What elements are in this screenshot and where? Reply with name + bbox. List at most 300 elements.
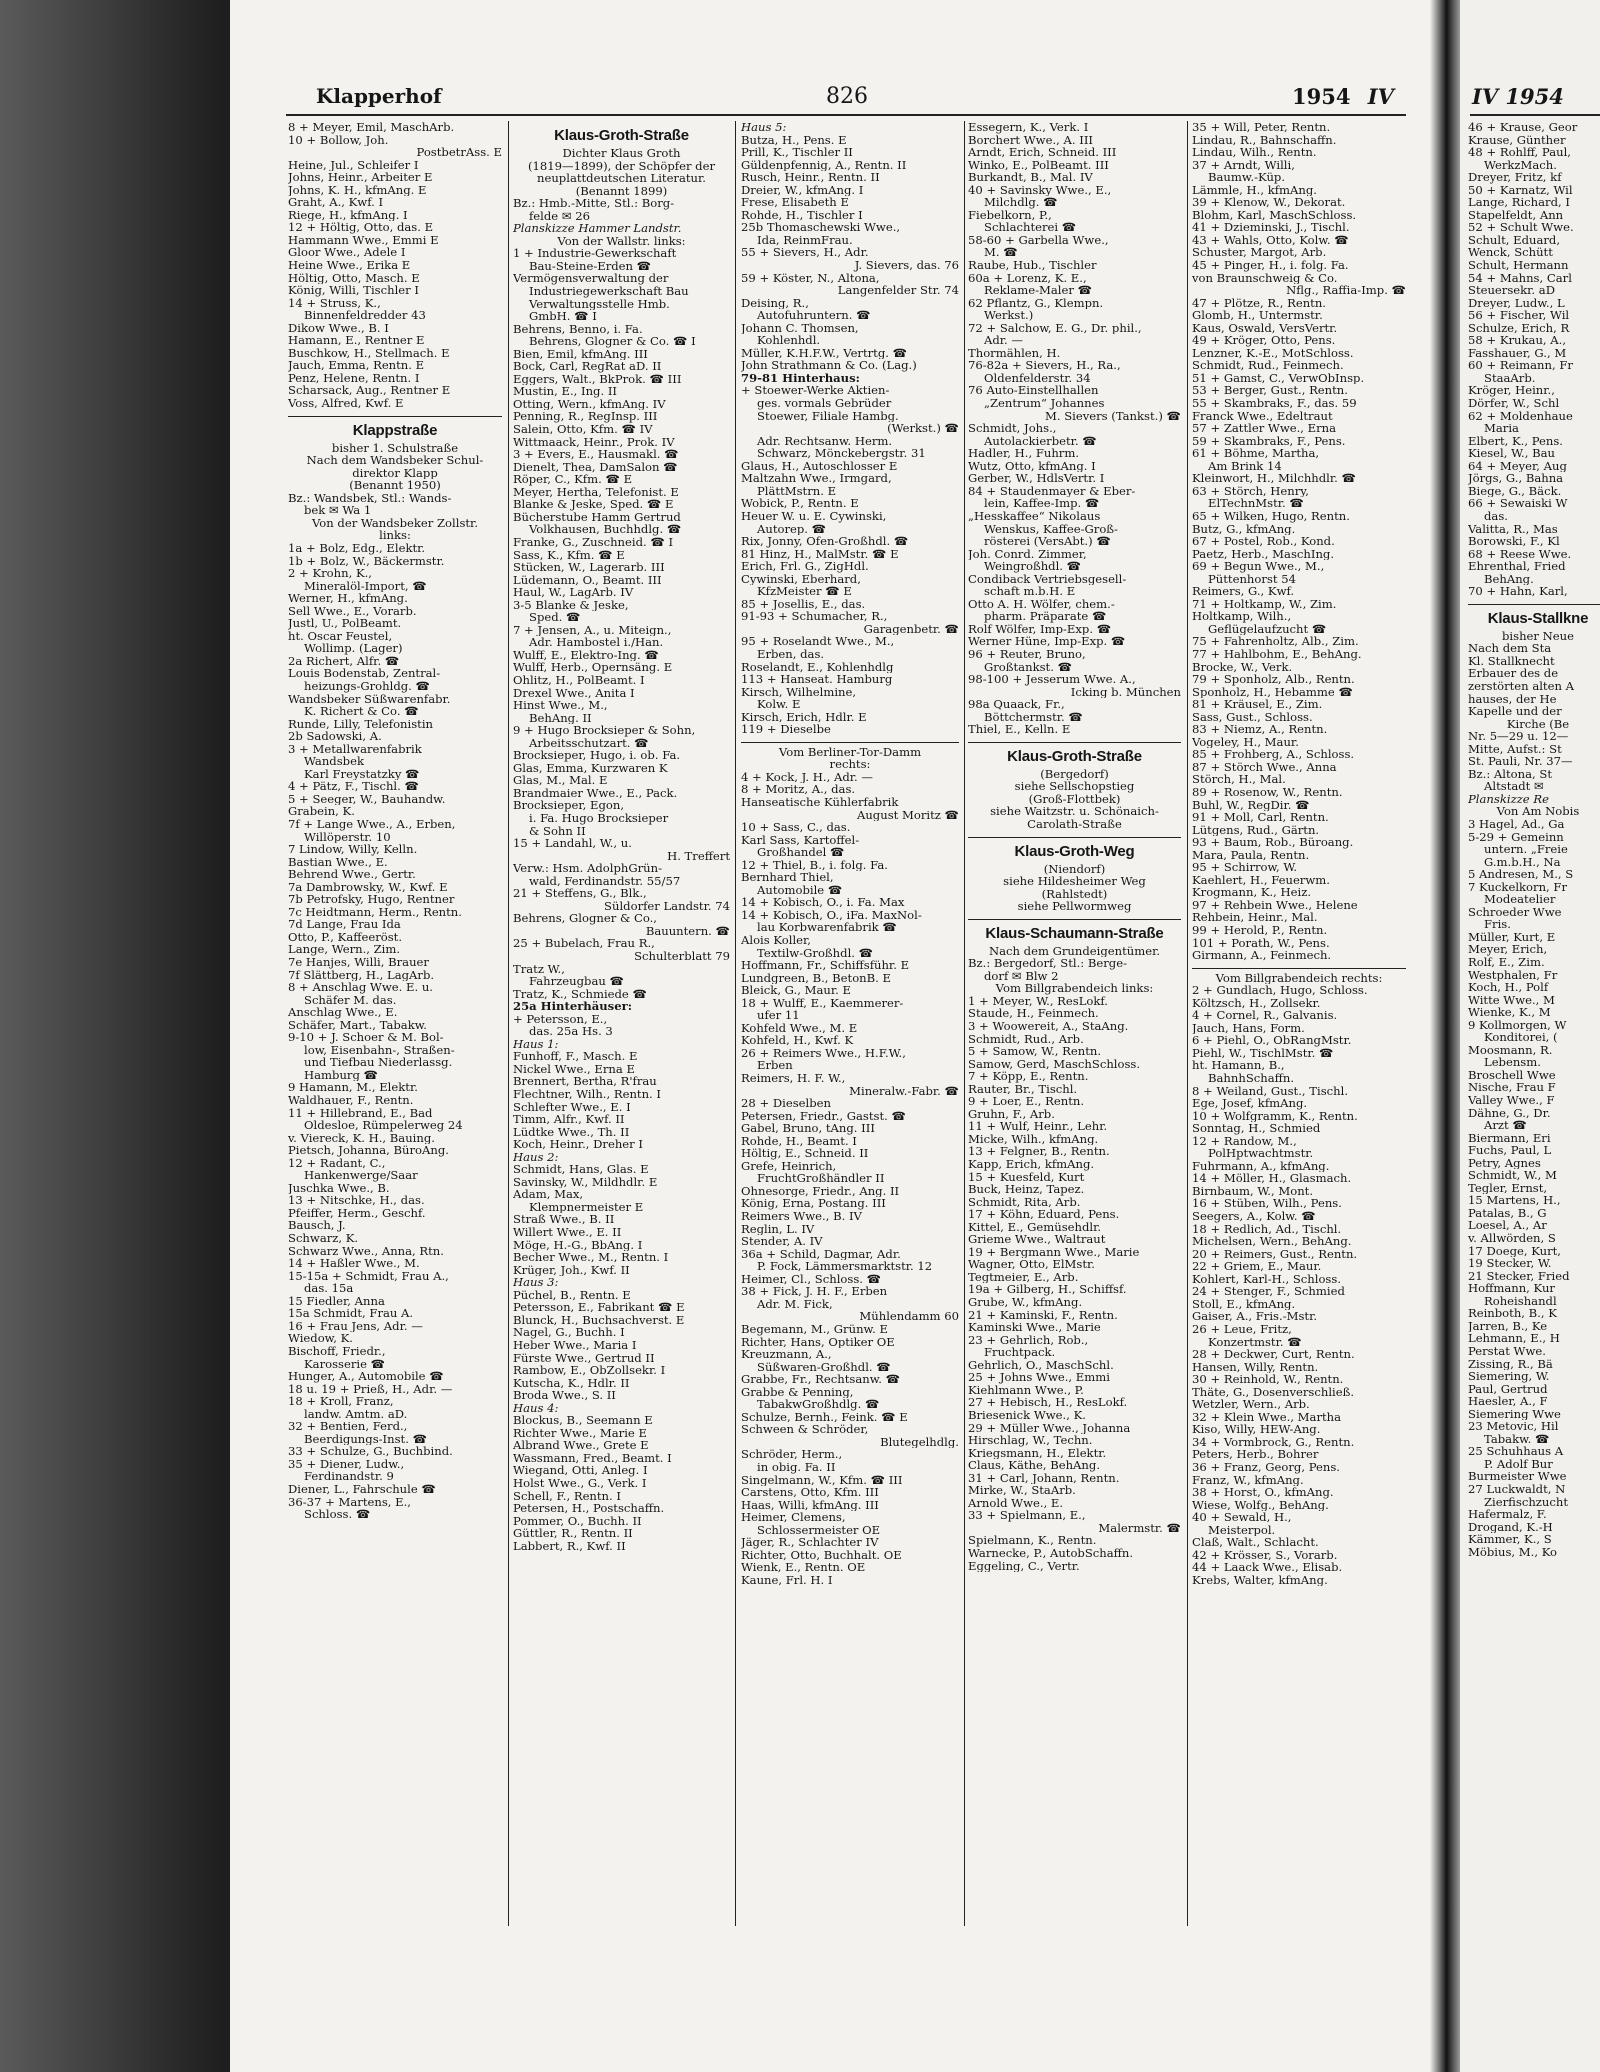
directory-entry: Karl Sass, Kartoffel- <box>741 833 860 847</box>
directory-entry: Meyer, Hertha, Telefonist. E <box>513 485 679 499</box>
directory-entry: 21 + Steffens, G., Blk., <box>513 887 647 900</box>
directory-entry: landw. Amtm. aD. <box>304 1407 408 1421</box>
directory-entry: Schell, F., Rentn. I <box>513 1489 621 1503</box>
directory-entry: Dreier, W., kfmAng. I <box>741 183 864 197</box>
directory-entry: 8 + Anschlag Wwe. E. u. <box>288 981 433 994</box>
directory-entry: John Strathmann & Co. (Lag.) <box>741 359 917 372</box>
directory-entry: Perstat Wwe. <box>1468 1344 1546 1358</box>
directory-entry: Grieme Wwe., Waltraut <box>968 1233 1106 1246</box>
directory-entry: Funhoff, F., Masch. E <box>513 1050 638 1063</box>
directory-entry: Witte Wwe., M <box>1468 993 1555 1007</box>
directory-entry: Werner, H., kfmAng. <box>288 592 408 605</box>
directory-entry: Heber Wwe., Maria I <box>513 1338 637 1352</box>
directory-entry: Röper, C., Kfm. ☎ E <box>513 473 633 486</box>
directory-entry: Voss, Alfred, Kwf. E <box>288 397 404 410</box>
directory-entry: 40 + Savinsky Wwe., E., <box>968 183 1112 197</box>
directory-entry: 15-15a + Schmidt, Frau A., <box>288 1269 449 1283</box>
directory-entry: Samow, Gerd, MaschSchloss. <box>968 1057 1141 1071</box>
directory-entry: 55 + Skambraks, F., das. 59 <box>1192 397 1357 410</box>
directory-entry: Flechtner, Wilh., Rentn. I <box>513 1088 661 1101</box>
directory-entry: Penz, Helene, Rentn. I <box>288 371 420 385</box>
directory-entry: Behrens, Glogner & Co., <box>513 912 657 925</box>
directory-entry: 40 + Sewald, H., <box>1192 1511 1292 1524</box>
directory-entry: neuplattdeutschen Literatur. <box>537 172 706 185</box>
directory-entry: Krogmann, K., Heiz. <box>1192 886 1312 899</box>
directory-entry: Milchdlg. ☎ <box>984 196 1058 209</box>
directory-entry: Fahrzeugbau ☎ <box>529 975 624 988</box>
directory-entry: Meisterpol. <box>1208 1523 1276 1537</box>
directory-entry: ElTechnMstr. ☎ <box>1208 497 1304 510</box>
directory-entry: 72 + Salchow, E. G., Dr. phil., <box>968 321 1142 335</box>
directory-entry: Modeatelier <box>1484 893 1556 906</box>
directory-entry: Petersson, E., Fabrikant ☎ E <box>513 1301 685 1314</box>
directory-entry: Heine, Jul., Schleifer I <box>288 158 419 172</box>
directory-entry: Möge, H.-G., BbAng. I <box>513 1238 643 1252</box>
directory-entry: Glaus, H., Autoschlosser E <box>741 459 898 473</box>
directory-entry: Waldhauer, F., Rentn. <box>288 1094 414 1107</box>
directory-entry: 79 + Sponholz, Alb., Rentn. <box>1192 673 1355 686</box>
directory-entry: Haus 4: <box>513 1401 559 1415</box>
directory-entry: Lämmle, H., kfmAng. <box>1192 183 1317 197</box>
directory-entry: Kiehlmann Wwe., P. <box>968 1383 1084 1397</box>
directory-entry: Ferdinandstr. 9 <box>304 1470 394 1483</box>
directory-entry: Jörgs, G., Bahna <box>1468 472 1564 485</box>
directory-entry: Kohfeld Wwe., M. E <box>741 1021 858 1035</box>
directory-entry: 54 + Mahns, Carl <box>1468 271 1572 285</box>
directory-entry: Piehl, W., TischlMstr. ☎ <box>1192 1046 1334 1060</box>
directory-entry: Am Brink 14 <box>1208 459 1282 473</box>
directory-entry: Kaune, Frl. H. I <box>741 1573 833 1587</box>
directory-entry: (Werkst.) ☎ <box>887 422 959 435</box>
directory-entry: Butz, G., kfmAng. <box>1192 522 1296 536</box>
directory-entry: Hunger, A., Automobile ☎ <box>288 1370 444 1383</box>
directory-entry: 29 + Müller Wwe., Johanna <box>968 1421 1131 1435</box>
directory-entry: 42 + Krösser, S., Vorarb. <box>1192 1548 1338 1562</box>
directory-entry: GmbH. ☎ I <box>529 310 597 323</box>
directory-entry: Justl, U., PolBeamt. <box>288 617 402 630</box>
directory-entry: links: <box>379 529 411 542</box>
directory-entry: das. 25a Hs. 3 <box>529 1025 613 1038</box>
directory-entry: Adr. — <box>984 334 1024 347</box>
directory-entry: Tratz W., <box>513 962 565 976</box>
directory-entry: Reimers Wwe., B. IV <box>741 1210 862 1223</box>
directory-entry: Brennert, Bertha, R'frau <box>513 1075 657 1089</box>
directory-entry: König, Willi, Tischler I <box>288 284 419 297</box>
directory-entry: Nische, Frau F <box>1468 1081 1556 1095</box>
directory-entry: Garagenbetr. ☎ <box>863 622 959 636</box>
directory-entry: 49 + Kröger, Otto, Pens. <box>1192 334 1336 347</box>
directory-entry: Böttchermstr. ☎ <box>984 710 1083 724</box>
directory-entry: Gerber, W., HdlsVertr. I <box>968 472 1105 485</box>
left-page-edge <box>0 0 230 2072</box>
directory-entry: Stoll, E., kfmAng. <box>1192 1297 1296 1311</box>
directory-entry: 18 u. 19 + Prieß, H., Adr. — <box>288 1382 453 1396</box>
directory-entry: 65 + Wilken, Hugo, Rentn. <box>1192 509 1350 523</box>
directory-entry: Güldenpfennig, A., Rentn. II <box>741 158 907 172</box>
directory-entry: Brocksieper, Egon, <box>513 799 625 812</box>
directory-entry: 10 + Sass, C., das. <box>741 821 851 834</box>
running-header-year-volume <box>1292 84 1394 109</box>
directory-entry: Fris. <box>1484 918 1511 931</box>
directory-entry: G.m.b.H., Na <box>1484 855 1561 869</box>
directory-entry: schaft m.b.H. E <box>984 585 1076 598</box>
directory-entry: 60a + Lorenz, K. E., <box>968 271 1087 285</box>
directory-entry: Holtkamp, Wilh., <box>1192 610 1292 623</box>
directory-entry: Altstadt ✉ <box>1484 780 1544 793</box>
directory-entry: Dienelt, Thea, DamSalon ☎ <box>513 460 678 474</box>
directory-entry: Grabbe, Fr., Rechtsanw. ☎ <box>741 1373 901 1386</box>
directory-entry: wald, Ferdinandstr. 55/57 <box>529 874 681 888</box>
directory-entry: 33 + Schulze, G., Buchbind. <box>288 1445 453 1458</box>
directory-entry: Stapelfeldt, Ann <box>1468 208 1564 222</box>
directory-entry: Dähne, G., Dr. <box>1468 1106 1551 1120</box>
directory-entry: 56 + Fischer, Wil <box>1468 309 1570 322</box>
directory-entry: Krüger, Joh., Kwf. II <box>513 1263 630 1277</box>
directory-entry: Oldenfelderstr. 34 <box>984 371 1091 385</box>
directory-entry: J. Sievers, das. 76 <box>854 259 959 272</box>
column-1 <box>288 121 502 2001</box>
directory-entry: Schulze, Bernh., Feink. ☎ E <box>741 1410 908 1424</box>
directory-entry: 101 + Porath, W., Pens. <box>1192 936 1330 950</box>
directory-entry: Lütgens, Rud., Gärtn. <box>1192 823 1320 837</box>
directory-entry: Reinboth, B., K <box>1468 1307 1557 1320</box>
directory-entry: Kapelle und der <box>1468 705 1562 718</box>
directory-entry: BahnhSchaffn. <box>1208 1072 1295 1085</box>
directory-entry: 83 + Niemz, A., Rentn. <box>1192 723 1328 736</box>
directory-entry: Nflg., Raffia-Imp. ☎ <box>1286 284 1406 297</box>
directory-entry: Kämmer, K., S <box>1468 1533 1552 1546</box>
directory-entry: Biermann, Eri <box>1468 1131 1551 1145</box>
directory-entry: Briesenick Wwe., K. <box>968 1408 1086 1422</box>
directory-entry: 113 + Hanseat. Hamburg <box>741 673 893 686</box>
directory-entry: Kapp, Erich, kfmAng. <box>968 1158 1095 1171</box>
directory-entry: Werner Hüne, Imp-Exp. ☎ <box>968 635 1126 648</box>
directory-entry: Schroeder Wwe <box>1468 905 1562 919</box>
directory-entry: 8 + Weiland, Gust., Tischl. <box>1192 1084 1349 1098</box>
directory-entry: 2a Richert, Alfr. ☎ <box>288 654 400 668</box>
directory-entry: siehe Sellschopstieg <box>1014 780 1135 793</box>
street-heading: Klaus-Schaumann-Straße <box>968 919 1181 945</box>
directory-entry: Riege, H., kfmAng. I <box>288 208 408 222</box>
directory-entry: Wulff, Herb., Opernsäng. E <box>513 661 673 674</box>
directory-entry: das. 15a <box>304 1282 354 1295</box>
directory-entry: Müller, Kurt, E <box>1468 930 1556 944</box>
directory-entry: Schmidt, W., M <box>1468 1169 1557 1182</box>
directory-entry: Otto, P., Kaffeeröst. <box>288 930 403 944</box>
directory-entry: Gabel, Bruno, tAng. III <box>741 1122 875 1135</box>
directory-entry: 25a Hinterhäuser: <box>513 1000 632 1013</box>
directory-entry: Arndt, Erich, Schneid. III <box>968 146 1117 159</box>
directory-entry: Adr. Rechtsanw. Herm. <box>757 434 893 448</box>
directory-entry: 85 + Frohberg, A., Schloss. <box>1192 748 1355 761</box>
directory-entry: Broda Wwe., S. II <box>513 1389 616 1402</box>
directory-entry: P. Adolf Bur <box>1484 1457 1553 1471</box>
directory-entry: Arzt ☎ <box>1484 1119 1527 1132</box>
column-divider <box>735 121 736 1926</box>
directory-entry: Lenzner, K.-E., MotSchloss. <box>1192 346 1354 360</box>
directory-entry: Blockus, B., Seemann E <box>513 1414 653 1427</box>
directory-entry: Hoffmann, Fr., Schiffsführ. E <box>741 959 910 972</box>
directory-entry: Petry, Agnes <box>1468 1156 1541 1170</box>
directory-entry: Sponholz, H., Hebamme ☎ <box>1192 685 1353 699</box>
directory-entry: Sell Wwe., E., Vorarb. <box>288 604 417 618</box>
directory-entry: Gloor Wwe., Adele I <box>288 246 406 260</box>
directory-entry: Timm, Alfr., Kwf. II <box>513 1113 625 1126</box>
directory-entry: Mara, Paula, Rentn. <box>1192 848 1310 862</box>
directory-entry: + Stoewer-Werke Aktien- <box>741 384 890 398</box>
directory-entry: Grabein, K. <box>288 805 355 818</box>
directory-entry: Bleick, G., Maur. E <box>741 984 851 997</box>
directory-entry: von Braunschweig & Co. <box>1192 271 1338 285</box>
directory-entry: Oldesloe, Rümpelerweg 24 <box>304 1119 463 1132</box>
directory-entry: Wiese, Wolfg., BehAng. <box>1192 1498 1329 1512</box>
directory-entry: Thiel, E., Kelln. E <box>968 723 1071 736</box>
directory-entry: Malermstr. ☎ <box>1098 1521 1181 1535</box>
directory-entry: Heine Wwe., Erika E <box>288 259 411 272</box>
directory-entry: (1819—1899), der Schöpfer der <box>527 159 716 173</box>
directory-entry: Siemering, W. <box>1468 1370 1550 1383</box>
directory-entry: PlättMstrn. E <box>757 484 837 498</box>
directory-entry: 4 + Kock, J. H., Adr. — <box>741 770 873 784</box>
directory-entry: Prill, K., Tischler II <box>741 146 853 159</box>
directory-entry: Schlefter Wwe., E. I <box>513 1100 631 1114</box>
directory-entry: „Zentrum“ Johannes <box>984 397 1105 410</box>
directory-entry: PostbetrAss. E <box>416 146 502 159</box>
right-page-header: IV 1954 <box>1472 84 1564 109</box>
directory-entry: Johann C. Thomsen, <box>741 321 859 335</box>
directory-entry: Raube, Hub., Tischler <box>968 259 1097 272</box>
directory-entry: Konditorei, ( <box>1484 1031 1558 1044</box>
directory-entry: Wandsbek <box>304 755 364 768</box>
directory-entry: Schmidt, Rita, Arb. <box>968 1195 1081 1209</box>
directory-entry: 38 + Fick, J. H. F., Erben <box>741 1285 888 1298</box>
directory-entry: Willert Wwe., E. II <box>513 1226 622 1239</box>
directory-entry: Wienk, E., Rentn. OE <box>741 1561 866 1574</box>
directory-entry: Mineralöl-Import, ☎ <box>304 579 427 593</box>
directory-entry: 76 Auto-Einstellhallen <box>968 384 1099 398</box>
directory-entry: 15 + Kuesfeld, Kurt <box>968 1170 1085 1184</box>
directory-entry: Sass, Gust., Schloss. <box>1192 710 1313 724</box>
directory-entry: 7e Hanjes, Willi, Brauer <box>288 956 429 969</box>
directory-entry: Lange, Wern., Zim. <box>288 943 401 956</box>
directory-entry: (Bergedorf) <box>1040 767 1109 781</box>
directory-entry: Beerdigungs-Inst. ☎ <box>304 1432 428 1446</box>
directory-entry: Blunck, H., Buchsachverst. E <box>513 1313 685 1327</box>
directory-entry: 1a + Bolz, Edg., Elektr. <box>288 541 426 555</box>
directory-entry: Kaehlert, H., Feuerwm. <box>1192 873 1330 887</box>
street-heading: Klappstraße <box>288 416 502 442</box>
directory-entry: Lebensm. <box>1484 1056 1541 1069</box>
directory-entry: Nach dem Grundeigentümer. <box>988 944 1161 958</box>
directory-entry: dorf ✉ Blw 2 <box>984 969 1059 983</box>
directory-entry: Bücherstube Hamm Gertrud <box>513 510 681 524</box>
directory-entry: Hadler, H., Fuhrm. <box>968 447 1080 460</box>
directory-entry: 71 + Holtkamp, W., Zim. <box>1192 597 1337 611</box>
directory-entry: siehe Hildesheimer Weg <box>1003 875 1146 888</box>
directory-entry: lau Korbwarenfabrik ☎ <box>757 921 897 934</box>
directory-entry: P. Fock, Lämmersmarktstr. 12 <box>757 1260 933 1273</box>
directory-entry: Schäfer, Mart., Tabakw. <box>288 1018 427 1032</box>
directory-entry: Hansen, Willy, Rentn. <box>1192 1360 1319 1374</box>
directory-entry: Autolackierbetr. ☎ <box>984 434 1097 448</box>
directory-entry: Pietsch, Johanna, BüroAng. <box>288 1144 449 1157</box>
directory-entry: 98-100 + Jesserum Wwe. A., <box>968 673 1136 686</box>
directory-entry: Hirschlag, W., Techn. <box>968 1434 1093 1447</box>
right-header-rule <box>1470 114 1600 116</box>
directory-entry: Begemann, M., Grünw. E <box>741 1322 888 1336</box>
directory-entry: Drogand, K.-H <box>1468 1520 1553 1534</box>
directory-entry: Karl Freystatzky ☎ <box>304 767 420 781</box>
directory-entry: direktor Klapp <box>352 466 438 480</box>
directory-entry: 3 + Woowereit, A., StaAng. <box>968 1020 1129 1033</box>
directory-entry: 17 Doege, Kurt, <box>1468 1244 1561 1258</box>
directory-entry: Volkhausen, Buchhdlg. ☎ <box>529 523 682 536</box>
directory-entry: Sonntag, H., Schmied <box>1192 1122 1321 1135</box>
directory-entry: 63 + Störch, Henry, <box>1192 484 1309 498</box>
directory-entry: Petersen, H., Postschaffn. <box>513 1502 665 1515</box>
directory-entry: 13 + Felgner, B., Rentn. <box>968 1145 1110 1159</box>
directory-entry: Butza, H., Pens. E <box>741 133 847 147</box>
directory-entry: Schlachterei ☎ <box>984 221 1077 234</box>
directory-entry: Bien, Emil, kfmAng. III <box>513 347 648 361</box>
directory-entry: Patalas, B., G <box>1468 1206 1547 1220</box>
directory-entry: Thormählen, H. <box>968 346 1061 360</box>
directory-entry: 58-60 + Garbella Wwe., <box>968 233 1109 247</box>
directory-entry: Biege, G., Bäck. <box>1468 484 1562 498</box>
directory-entry: Bock, Carl, RegRat aD. II <box>513 360 662 373</box>
directory-entry: Dreyer, Ludw., L <box>1468 296 1565 310</box>
directory-entry: Fiebelkorn, P., <box>968 208 1052 222</box>
directory-entry: 9 Kollmorgen, W <box>1468 1018 1567 1032</box>
directory-entry: Automobile ☎ <box>757 883 843 897</box>
directory-entry: 66 + Sewaiski W <box>1468 497 1568 510</box>
directory-entry: Güttler, R., Rentn. II <box>513 1527 633 1540</box>
directory-entry: K. Richert & Co. ☎ <box>304 705 419 718</box>
directory-entry: Richter, Otto, Buchhalt. OE <box>741 1548 902 1562</box>
directory-entry: 99 + Herold, P., Rentn. <box>1192 924 1328 937</box>
directory-entry: Brocksieper, Hugo, i. ob. Fa. <box>513 749 681 762</box>
directory-entry: 3 + Metallwarenfabrik <box>288 742 422 756</box>
directory-entry: Dreyer, Fritz, kf <box>1468 171 1562 184</box>
directory-entry: Ohlitz, H., PolBeamt. I <box>513 673 645 687</box>
directory-entry: 23 + Gehrlich, Rob., <box>968 1333 1089 1347</box>
directory-entry: das. <box>1484 509 1508 523</box>
directory-entry: Kröger, Heinr., <box>1468 384 1555 398</box>
directory-entry: Von Am Nobis <box>1496 805 1580 818</box>
directory-entry: Bz.: Wandsbek, Stl.: Wands- <box>288 491 452 505</box>
column-2 <box>513 121 730 2001</box>
directory-entry: 76-82a + Sievers, H., Ra., <box>968 359 1121 372</box>
directory-entry: 68 + Reese Wwe. <box>1468 547 1572 561</box>
page-number: 826 <box>826 84 868 109</box>
header-year: 1954 <box>1292 84 1351 109</box>
street-heading: Klaus-Groth-Straße <box>554 127 689 144</box>
directory-entry: ges. vormals Gebrüder <box>757 397 892 410</box>
directory-entry: Mineralw.-Fabr. ☎ <box>849 1084 959 1098</box>
directory-entry: Költzsch, H., Zollsekr. <box>1192 996 1321 1010</box>
directory-entry: Arbeitsschutzart. ☎ <box>529 736 649 750</box>
directory-entry: Hamburg ☎ <box>304 1068 378 1082</box>
directory-entry: Broschell Wwe <box>1468 1068 1556 1082</box>
directory-entry: Rauter, Br., Tischl. <box>968 1082 1078 1096</box>
column-divider <box>508 121 509 1926</box>
directory-entry: und Tiefbau Niederlassg. <box>304 1056 453 1069</box>
directory-entry: Haesler, A., F <box>1468 1395 1548 1408</box>
directory-entry: zerstörten alten A <box>1468 679 1574 693</box>
directory-entry: 81 Hinz, H., MalMstr. ☎ E <box>741 547 899 561</box>
directory-entry: Becher Wwe., M., Rentn. I <box>513 1251 669 1264</box>
directory-entry: 9 + Hugo Brocksieper & Sohn, <box>513 724 696 737</box>
directory-entry: 21 Stecker, Fried <box>1468 1269 1570 1283</box>
directory-entry: Fuchs, Paul, L <box>1468 1144 1552 1157</box>
directory-entry: 14 + Struss, K., <box>288 296 381 310</box>
running-header-street: Klapperhof <box>316 84 442 108</box>
directory-entry: Behrend Wwe., Gertr. <box>288 868 416 881</box>
directory-entry: Kirsch, Erich, Hdlr. E <box>741 710 867 724</box>
directory-entry: 77 + Hahlbohm, E., BehAng. <box>1192 647 1362 661</box>
directory-entry: Moosmann, R. <box>1468 1043 1553 1057</box>
directory-entry: Fürste Wwe., Gertrud II <box>513 1351 655 1365</box>
directory-entry: Mirke, W., StaArb. <box>968 1484 1076 1497</box>
directory-entry: KfzMeister ☎ E <box>757 585 852 598</box>
directory-entry: Rohde, H., Beamt. I <box>741 1134 857 1148</box>
directory-entry: Ida, ReinmFrau. <box>757 233 853 247</box>
directory-entry: Von der Wallstr. links: <box>557 234 686 248</box>
directory-entry: 69 + Begun Wwe., M., <box>1192 560 1325 573</box>
directory-entry: Grabbe & Penning, <box>741 1385 854 1399</box>
directory-entry: Bz.: Hmb.-Mitte, Stl.: Borg- <box>513 197 675 210</box>
directory-entry: bisher Neue <box>1502 629 1574 643</box>
directory-entry: Kohlert, Karl-H., Schloss. <box>1192 1272 1342 1286</box>
directory-entry: Großtankst. ☎ <box>984 660 1073 674</box>
directory-entry: Louis Bodenstab, Zentral- <box>288 667 441 680</box>
directory-entry: ht. Hamann, B., <box>1192 1059 1285 1073</box>
directory-entry: Werkst.) <box>984 309 1034 322</box>
directory-entry: Krebs, Walter, kfmAng. <box>1192 1573 1328 1587</box>
directory-entry: (Niendorf) <box>1043 862 1106 876</box>
directory-entry: 27 Luckwaldt, N <box>1468 1482 1566 1496</box>
directory-entry: 12 + Radant, C., <box>288 1156 386 1170</box>
directory-entry: 60 + Reimann, Fr <box>1468 359 1573 372</box>
directory-entry: Wutz, Otto, kfmAng. I <box>968 459 1096 473</box>
directory-entry: Schmidt, Hans, Glas. E <box>513 1163 649 1176</box>
directory-entry: Condiback Vertriebsgesell- <box>968 572 1127 586</box>
directory-entry: Claß, Walt., Schlacht. <box>1192 1536 1319 1549</box>
directory-entry: Vom Berliner-Tor-Damm <box>741 742 959 759</box>
directory-entry: (Benannt 1950) <box>349 479 441 492</box>
directory-entry: Schmidt, Johs., <box>968 422 1057 435</box>
directory-entry: 16 + Stüben, Wilh., Pens. <box>1192 1197 1342 1211</box>
directory-entry: 4 + Cornel, R., Galvanis. <box>1192 1009 1338 1022</box>
directory-entry: 9-10 + J. Schoer & M. Bol- <box>288 1031 444 1044</box>
directory-entry: rechts: <box>829 758 871 771</box>
directory-entry: Warnecke, P., AutobSchaffn. <box>968 1546 1134 1560</box>
book-gutter <box>1430 0 1460 2072</box>
directory-entry: Runde, Lilly, Telefonistin <box>288 717 434 731</box>
directory-entry: 27 + Hebisch, H., ResLokf. <box>968 1396 1128 1409</box>
directory-entry: 19 Stecker, W. <box>1468 1257 1552 1270</box>
directory-entry: 21 + Kaminski, F., Rentn. <box>968 1308 1118 1322</box>
directory-entry: 62 + Moldenhaue <box>1468 409 1573 423</box>
directory-entry: 14 + Möller, H., Glasmach. <box>1192 1172 1352 1185</box>
directory-entry: untern. „Freie <box>1484 843 1568 856</box>
directory-entry: Hankenwerge/Saar <box>304 1169 418 1182</box>
right-page-column <box>1468 121 1600 2001</box>
directory-entry: 85 + Josellis, E., das. <box>741 597 866 611</box>
directory-entry: Heimer, Clemens, <box>741 1511 846 1524</box>
directory-entry: Steuersekr. aD <box>1468 284 1556 297</box>
directory-entry: Vermögensverwaltung der <box>513 272 669 286</box>
